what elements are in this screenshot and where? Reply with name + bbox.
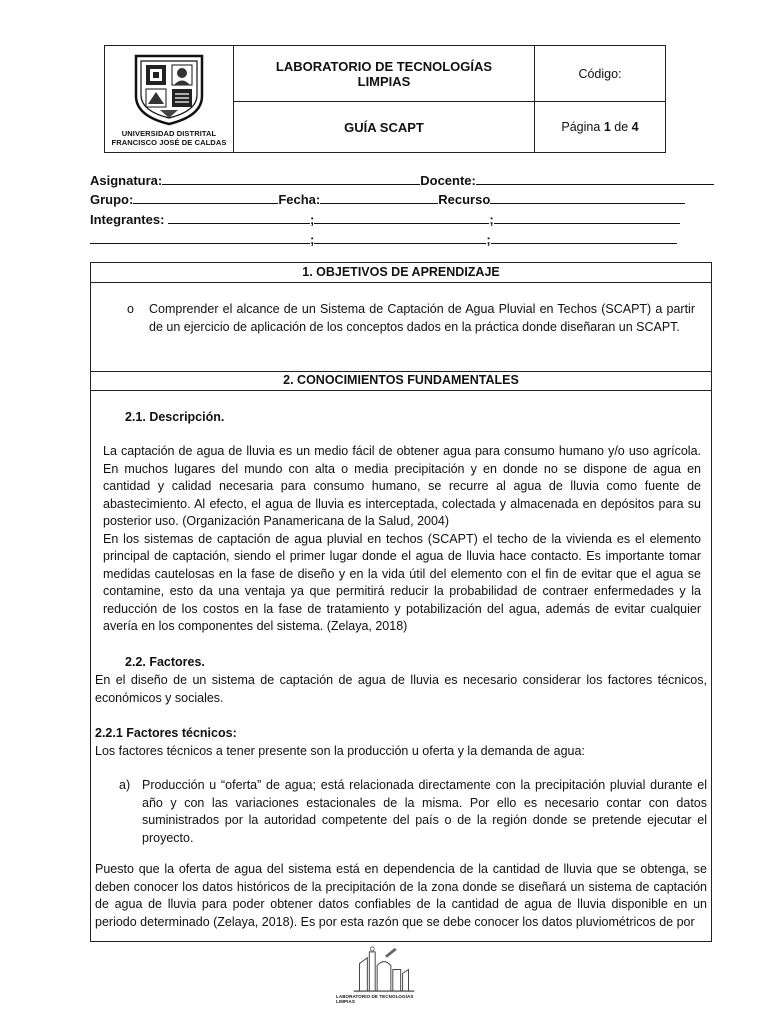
page-current: 1 [603, 120, 611, 134]
form-row-4 [90, 231, 677, 247]
header-table [104, 45, 666, 153]
separator: ; [310, 212, 315, 227]
docente-label: Docente: [420, 173, 476, 188]
code-label: Código: [578, 66, 622, 81]
subsection-2-2-1-title: 2.2.1 Factores técnicos: [95, 726, 237, 740]
objective-text: Comprender el alcance de un Sistema de Captación de Agua Pluvial en Techos (SCAPT) a partir de un ejercicio de aplicación de los conceptos dados en la práctica donde diseñaran un SCAPT. [149, 302, 695, 334]
supply-paragraph [95, 861, 707, 931]
factors-paragraph [95, 672, 707, 707]
recurso-label: Recurso [438, 192, 491, 207]
integrante-6-field[interactable] [491, 231, 677, 244]
lab-title-line-1: LABORATORIO DE TECNOLOGÍAS [275, 58, 493, 74]
form-row-1 [90, 172, 714, 188]
fecha-field[interactable] [320, 191, 438, 204]
asignatura-field[interactable] [162, 172, 420, 185]
section-1-heading: 1. OBJETIVOS DE APRENDIZAJE [91, 263, 711, 283]
list-item-a [119, 777, 707, 847]
university-line-1: UNIVERSIDAD DISTRITAL [121, 128, 217, 138]
integrantes-label: Integrantes: [90, 212, 165, 227]
page-total: 4 [631, 120, 639, 134]
supply-text: Puesto que la oferta de agua del sistema está en dependencia de la cantidad de lluvia que se obtenga, se deben conocer los datos históricos de la precipitación de la zona donde se diseñará un sistema de captación de agua de lluvia para poder obtener datos confiables de la cantidad de agua de lluvia disponible en un periodo determinado (Zelaya, 2018). Es por esta razón que se debe conocer los datos pluviométricos de por [95, 862, 707, 929]
description-paragraph-2: En los sistemas de captación de agua pluvial en techos (SCAPT) el techo de la vivienda es el elemento principal de captación, siendo el primer lugar donde el agua de lluvia hace contacto. Es importante tomar medidas cautelosas en la fase de diseño y en la vida útil del elemento con el fin de evitar que el agua se contamine, esto da una ventaja ya que permitirá reducir la probabilidad de contraer enfermedades y la reducción de los costos en la fase de tratamiento y potabilización del agua, además de evitar cualquier avería en los componentes del sistema. (Zelaya, 2018) [103, 531, 701, 633]
subsection-2-1-heading [125, 409, 685, 427]
footer-lab-logo [336, 944, 432, 1004]
page-of: de [614, 120, 629, 134]
separator: ; [489, 212, 494, 227]
recurso-field[interactable] [490, 191, 685, 204]
form-row-2 [90, 191, 685, 207]
code-cell [535, 46, 666, 102]
subsection-2-1-title: 2.1. Descripción. [125, 410, 225, 424]
docente-field[interactable] [476, 172, 714, 185]
grupo-field[interactable] [133, 191, 278, 204]
section-2-heading: 2. CONOCIMIENTOS FUNDAMENTALES [91, 371, 711, 391]
separator: ; [310, 232, 315, 247]
guide-title-cell [234, 102, 535, 153]
technical-factors-intro: Los factores técnicos a tener presente son la producción u oferta y la demanda de agua: [95, 743, 585, 758]
lab-title-line-2: LIMPIAS [357, 73, 411, 89]
integrante-3-field[interactable] [494, 211, 680, 224]
integrante-2-field[interactable] [314, 211, 489, 224]
logo-cell [105, 46, 234, 153]
lab-title-cell [234, 46, 535, 102]
subsection-2-2-title: 2.2. Factores. [125, 655, 205, 669]
integrante-5-field[interactable] [314, 231, 486, 244]
description-block [103, 443, 701, 636]
list-item-a-label: a) [119, 778, 131, 792]
subsection-2-2-heading [125, 654, 685, 672]
asignatura-label: Asignatura: [90, 173, 163, 188]
integrante-1-field[interactable] [168, 211, 310, 224]
subsection-2-2-1 [95, 725, 707, 760]
university-line-2: FRANCISCO JOSÉ DE CALDAS [111, 137, 227, 147]
description-paragraph-1: La captación de agua de lluvia es un medio fácil de obtener agua para consumo humano y/o uso agrícola. En muchos lugares del mundo con alta o media precipitación y en donde no se dispone de agua en cantidad y calidad necesaria para consumo humano, se recurre al agua de lluvia como fuente de abastecimiento. Al efecto, el agua de lluvia es interceptada, colectada y almacenada en depósitos para su posterior uso. (Organización Panamericana de la Salud, 2004) [103, 444, 701, 528]
bullet-icon: o [127, 302, 134, 316]
form-row-3 [90, 211, 680, 227]
content-box [90, 262, 712, 942]
footer-caption: LABORATORIO DE TECNOLOGÍAS LIMPIAS [336, 994, 414, 1004]
page-prefix: Página [561, 120, 601, 134]
factors-text: En el diseño de un sistema de captación de agua de lluvia es necesario considerar los factores técnicos, económicos y sociales. [95, 673, 707, 705]
grupo-label: Grupo: [90, 192, 134, 207]
objective-item [129, 301, 695, 336]
integrante-4-field[interactable] [90, 231, 310, 244]
university-shield-icon [126, 52, 212, 126]
separator: ; [486, 232, 491, 247]
lab-building-icon [339, 944, 429, 993]
university-name [112, 129, 227, 147]
fecha-label: Fecha: [278, 192, 321, 207]
list-item-a-text: Producción u “oferta” de agua; está relacionada directamente con la precipitación pluvial durante el año y con las variaciones estacionales de la misma. Por ello es necesario contar con datos suministrados por la autoridad competente del país o de la región donde se pretende ejecutar el proyecto. [142, 778, 707, 845]
guide-title: GUÍA SCAPT [344, 119, 424, 135]
page-number-cell [535, 102, 666, 153]
